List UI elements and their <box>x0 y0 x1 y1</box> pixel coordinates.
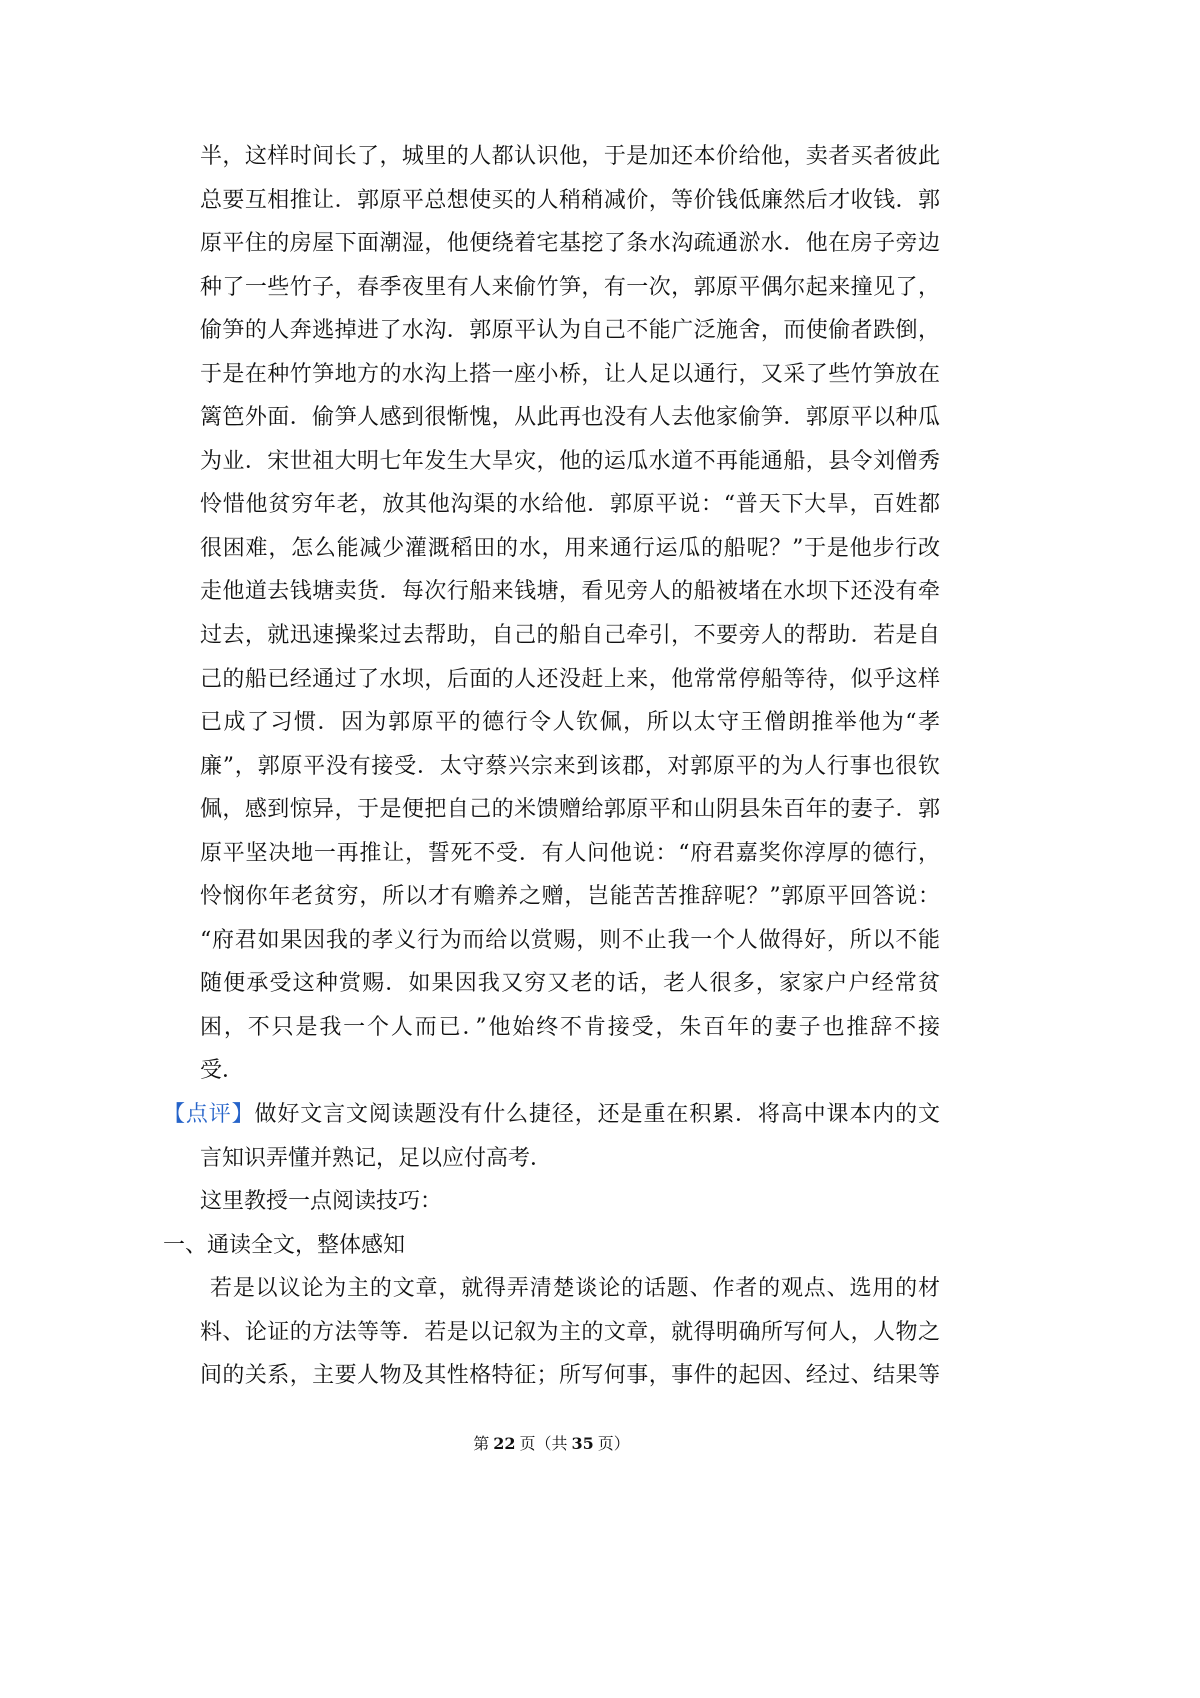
translation-line: 于是在种竹笋地方的水沟上搭一座小桥，让人足以通行，又采了些竹笋放在 <box>200 361 940 387</box>
comment-first-line <box>163 1093 940 1137</box>
footer-middle: 页（共 <box>519 1434 568 1453</box>
footer-prefix: 第 <box>473 1434 490 1453</box>
comment-intro: 这里教授一点阅读技巧： <box>200 1189 443 1215</box>
translation-line: 己的船已经通过了水坝，后面的人还没赶上来，他常常停船等待，似乎这样 <box>200 666 940 692</box>
translation-line: 总要互相推让．郭原平总想使买的人稍稍减价，等价钱低廉然后才收钱．郭 <box>200 187 940 213</box>
body-text <box>163 135 940 1398</box>
comment-line: 言知识弄懂并熟记，足以应付高考． <box>200 1145 553 1171</box>
translation-line: 怜惜他贫穷年老，放其他沟渠的水给他．郭原平说：“普天下大旱，百姓都 <box>200 492 940 518</box>
translation-line: 佩，感到惊异，于是便把自己的米馈赠给郭原平和山阴县朱百年的妻子．郭 <box>200 797 940 823</box>
translation-line: 已成了习惯．因为郭原平的德行令人钦佩，所以太守王僧朗推举他为“孝 <box>200 710 940 736</box>
translation-line-last: 受． <box>200 1058 245 1084</box>
translation-line: 原平坚决地一再推让，誓死不受．有人问他说：“府君嘉奖你淳厚的德行， <box>200 840 940 866</box>
page-footer <box>163 1430 940 1458</box>
translation-line: 困，不只是我一个人而已．”他始终不肯接受，朱百年的妻子也推辞不接 <box>200 1014 940 1040</box>
section-heading: 一、通读全文，整体感知 <box>163 1232 406 1258</box>
section-line: 料、论证的方法等等．若是以记叙为主的文章，就得明确所写何人，人物之 <box>200 1319 940 1345</box>
page-number: 22 <box>493 1434 516 1453</box>
translation-line: 半，这样时间长了，城里的人都认识他，于是加还本价给他，卖者买者彼此 <box>200 144 940 169</box>
comment-text: 做好文言文阅读题没有什么捷径，还是重在积累．将高中课本内的文 <box>254 1102 940 1128</box>
translation-line: 篱笆外面．偷笋人感到很惭愧，从此再也没有人去他家偷笋．郭原平以种瓜 <box>200 405 940 431</box>
footer-suffix: 页） <box>597 1434 630 1453</box>
section-line: 间的关系，主要人物及其性格特征；所写何事，事件的起因、经过、结果等 <box>200 1363 940 1389</box>
translation-line: 原平住的房屋下面潮湿，他便绕着宅基挖了条水沟疏通淤水．他在房子旁边 <box>200 231 940 257</box>
translation-line: “府君如果因我的孝义行为而给以赏赐，则不止我一个人做得好，所以不能 <box>200 927 940 953</box>
translation-line: 廉”，郭原平没有接受．太守蔡兴宗来到该郡，对郭原平的为人行事也很钦 <box>200 753 940 779</box>
section-line: 若是以议论为主的文章，就得弄清楚谈论的话题、作者的观点、选用的材 <box>210 1276 940 1302</box>
translation-line: 偷笋的人奔逃掉进了水沟．郭原平认为自己不能广泛施舍，而使偷者跌倒， <box>200 318 940 344</box>
translation-line: 随便承受这种赏赐．如果因我又穷又老的话，老人很多，家家户户经常贫 <box>200 971 940 997</box>
translation-line: 种了一些竹子，春季夜里有人来偷竹笋，有一次，郭原平偶尔起来撞见了， <box>200 274 940 300</box>
translation-line: 为业．宋世祖大明七年发生大旱灾，他的运瓜水道不再能通船，县令刘僧秀 <box>200 448 940 474</box>
translation-line: 很困难，怎么能减少灌溉稻田的水，用来通行运瓜的船呢？”于是他步行改 <box>200 535 940 561</box>
translation-line: 怜悯你年老贫穷，所以才有赡养之赠，岂能苦苦推辞呢？”郭原平回答说： <box>200 884 940 910</box>
translation-line: 走他道去钱塘卖货．每次行船来钱塘，看见旁人的船被堵在水坝下还没有牵 <box>200 579 940 605</box>
comment-label: 【点评】 <box>163 1102 255 1128</box>
translation-line: 过去，就迅速操桨过去帮助，自己的船自己牵引，不要旁人的帮助．若是自 <box>200 623 940 649</box>
total-pages: 35 <box>571 1434 594 1453</box>
